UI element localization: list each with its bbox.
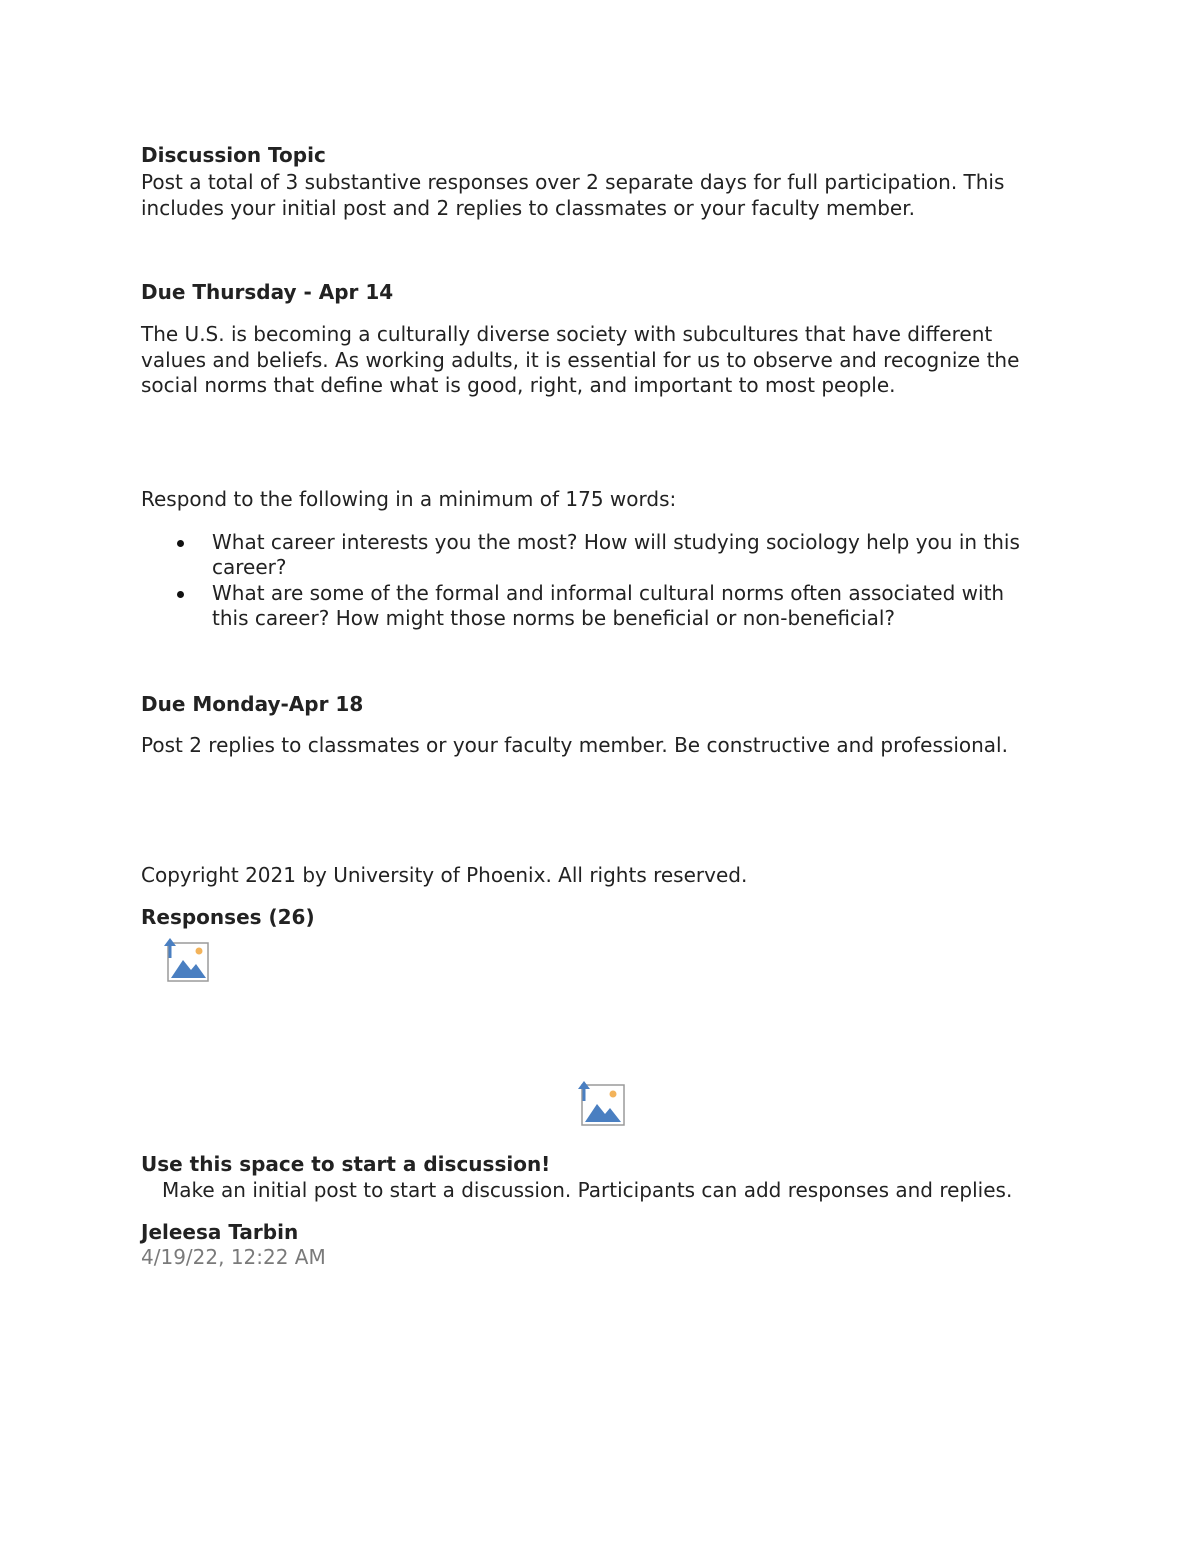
question-item xyxy=(141,530,1062,580)
question-list xyxy=(141,530,1062,632)
intro-paragraph-line-2: values and beliefs. As working adults, it is essential for us to observe and recognize the xyxy=(141,348,1020,372)
bullet-icon xyxy=(177,591,184,598)
discussion-topic-heading: Discussion Topic xyxy=(141,143,326,167)
question-1-line-1: What career interests you the most? How will studying sociology help you in this xyxy=(212,530,1020,554)
post-author[interactable]: Jeleesa Tarbin xyxy=(141,1220,299,1244)
empty-state-subtitle: Make an initial post to start a discussion. Participants can add responses and replies. xyxy=(162,1178,1013,1202)
question-item xyxy=(141,581,1062,631)
topic-text-line-2: includes your initial post and 2 replies to classmates or your faculty member. xyxy=(141,196,915,220)
image-upload-icon-graphic xyxy=(574,1079,626,1127)
image-upload-icon[interactable] xyxy=(161,936,211,989)
due-monday-text: Post 2 replies to classmates or your faculty member. Be constructive and professional. xyxy=(141,733,1008,757)
due-thursday-heading: Due Thursday - Apr 14 xyxy=(141,280,394,304)
question-1-line-2: career? xyxy=(212,555,287,579)
due-monday-heading: Due Monday-Apr 18 xyxy=(141,692,364,716)
question-2-line-1: What are some of the formal and informal cultural norms often associated with xyxy=(212,581,1005,605)
responses-count-heading: Responses (26) xyxy=(141,905,315,929)
bullet-icon xyxy=(177,540,184,547)
intro-paragraph-line-1: The U.S. is becoming a culturally diverse society with subcultures that have different xyxy=(141,322,993,346)
image-upload-icon[interactable] xyxy=(574,1079,626,1132)
topic-text-line-1: Post a total of 3 substantive responses over 2 separate days for full participation. This xyxy=(141,170,1005,194)
empty-state-title: Use this space to start a discussion! xyxy=(141,1152,551,1176)
image-upload-icon-graphic xyxy=(161,936,211,984)
respond-prompt: Respond to the following in a minimum of 175 words: xyxy=(141,487,677,511)
question-2-line-2: this career? How might those norms be beneficial or non-beneficial? xyxy=(212,606,896,630)
intro-paragraph-line-3: social norms that define what is good, right, and important to most people. xyxy=(141,373,896,397)
copyright-text: Copyright 2021 by University of Phoenix. All rights reserved. xyxy=(141,863,748,887)
post-timestamp: 4/19/22, 12:22 AM xyxy=(141,1245,326,1269)
